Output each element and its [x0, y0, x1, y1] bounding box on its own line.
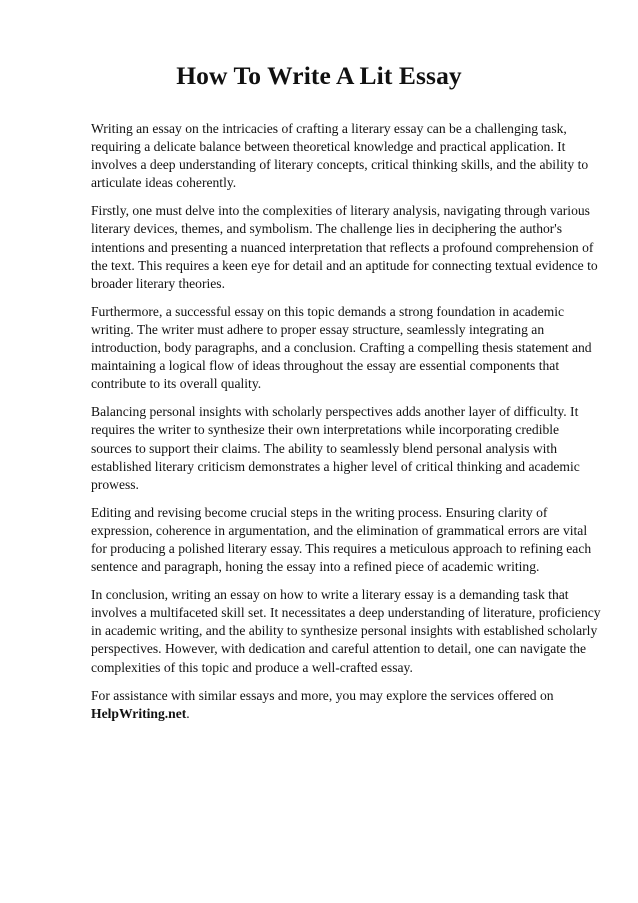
- paragraph-conclusion: In conclusion, writing an essay on how to write a literary essay is a demanding task that involves a multifaceted skill set. It necessitates a deep understanding of literature, proficiency in academic writing, and the ability to synthesize personal insights with established scholarly perspectives. However, with dedication and careful attention to detail, one can navigate the complexities of this topic and produce a well-crafted essay.: [91, 587, 601, 675]
- paragraph-closing: [91, 687, 601, 723]
- closing-period: .: [186, 705, 190, 721]
- helpwriting-link[interactable]: HelpWriting.net: [91, 705, 187, 721]
- paragraph-academic-writing: Furthermore, a successful essay on this topic demands a strong foundation in academic writing. The writer must adhere to proper essay structure, seamlessly integrating an introduction, body paragraphs, and a conclusion. Crafting a compelling thesis statement and maintaining a logical flow of ideas throughout the essay are essential components that contribute to its overall quality.: [91, 303, 592, 392]
- paragraph-intro: Writing an essay on the intricacies of crafting a literary essay can be a challenging task, requiring a delicate balance between theoretical knowledge and practical application. It involves a deep understanding of literary concepts, critical thinking skills, and the ability to articulate ideas coherently.: [91, 121, 589, 191]
- document-body: [91, 120, 601, 733]
- paragraph-editing-revising: Editing and revising become crucial steps in the writing process. Ensuring clarity of expression, coherence in argumentation, and the elimination of grammatical errors are vital for producing a polished literary essay. This requires a meticulous approach to refining each sentence and paragraph, honing the essay into a refined piece of academic writing.: [91, 504, 592, 575]
- document-title: How To Write A Lit Essay: [176, 61, 462, 90]
- paragraph-balancing-insights: Balancing personal insights with scholarly perspectives adds another layer of difficulty. It requires the writer to synthesize their own interpretations while incorporating credible sources to support their claims. The ability to seamlessly blend personal analysis with established literary criticism demonstrates a higher level of critical thinking and academic prowess.: [91, 404, 580, 492]
- paragraph-literary-analysis: Firstly, one must delve into the complexities of literary analysis, navigating through various literary devices, themes, and symbolism. The challenge lies in deciphering the author's intentions and presenting a nuanced interpretation that reflects a profound comprehension of the text. This requires a keen eye for detail and an aptitude for connecting textual evidence to broader literary theories.: [91, 203, 598, 291]
- closing-text: For assistance with similar essays and more, you may explore the services offered on: [91, 687, 554, 703]
